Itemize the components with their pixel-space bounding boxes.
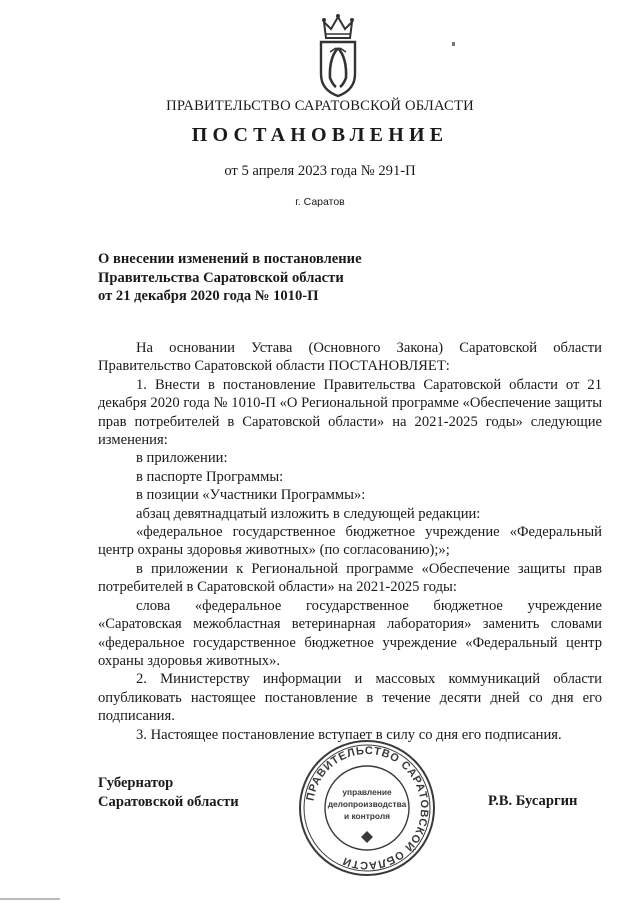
stamp-outer-text: ПРАВИТЕЛЬСТВО САРАТОВСКОЙ ОБЛАСТИ: [304, 744, 431, 872]
body-paragraph: в паспорте Программы:: [136, 468, 284, 485]
document-subject: [98, 250, 418, 306]
signatory-title-line: Саратовской области: [98, 794, 239, 810]
signatory-title: [98, 774, 239, 812]
body-paragraph: На основании Устава (Основного Закона) Саратовской области Правительство Саратовской области ПОСТАНОВЛЯЕТ:: [98, 340, 602, 375]
stamp-inner-line: и контроля: [343, 811, 391, 821]
body-paragraph: «федеральное государственное бюджетное учреждение «Федеральный центр охраны здоровья животных» (по согласованию);»;: [98, 524, 602, 559]
subject-line: Правительства Саратовской области: [98, 269, 344, 286]
body-paragraph: в позиции «Участники Программы»:: [136, 487, 366, 504]
government-name: ПРАВИТЕЛЬСТВО САРАТОВСКОЙ ОБЛАСТИ: [166, 98, 474, 114]
subject-line: от 21 декабря 2020 года № 1010-П: [98, 288, 319, 304]
stamp-inner-line: делопроизводства: [327, 799, 407, 809]
body-paragraph: абзац девятнадцатый изложить в следующей редакции:: [136, 505, 481, 522]
city-label: г. Саратов: [295, 196, 345, 208]
body-paragraph: 2. Министерству информации и массовых коммуникаций области опубликовать настоящее постановление в течение десяти дней со дня его подписания.: [98, 671, 602, 725]
document-body: [98, 339, 602, 744]
coat-of-arms-icon: [316, 12, 360, 98]
scan-edge-mark: [0, 898, 60, 900]
body-paragraph: в приложении:: [136, 450, 228, 467]
stamp-inner-line: управление: [342, 787, 392, 797]
body-paragraph: 1. Внести в постановление Правительства Саратовской области от 21 декабря 2020 года № 1010-П «О Региональной программе «Обеспечение защиты прав потребителей в Саратовской области» на 2021-2025 годы» следующие изменения:: [98, 376, 602, 449]
stamp-star-icon: [361, 831, 373, 843]
scan-speck: [452, 42, 455, 46]
signatory-title-line: Губернатор: [98, 775, 174, 791]
subject-line: О внесении изменений в постановление: [98, 251, 362, 267]
body-paragraph: 3. Настоящее постановление вступает в силу со дня его подписания.: [136, 726, 562, 743]
official-stamp: [296, 737, 438, 879]
signatory-name: Р.В. Бусаргин: [488, 793, 578, 809]
date-and-number: от 5 апреля 2023 года № 291-П: [224, 163, 416, 179]
body-paragraph: слова «федеральное государственное бюджетное учреждение «Саратовская межобластная ветеринарная лаборатория» заменить словами «федеральное государственное бюджетное учреждение «Федеральный центр охраны здоровья животных».: [98, 597, 602, 669]
document-type-title: ПОСТАНОВЛЕНИЕ: [191, 124, 449, 146]
body-paragraph: в приложении к Региональной программе «Обеспечение защиты прав потребителей в Саратовской области» на 2021-2025 годы:: [98, 560, 602, 596]
